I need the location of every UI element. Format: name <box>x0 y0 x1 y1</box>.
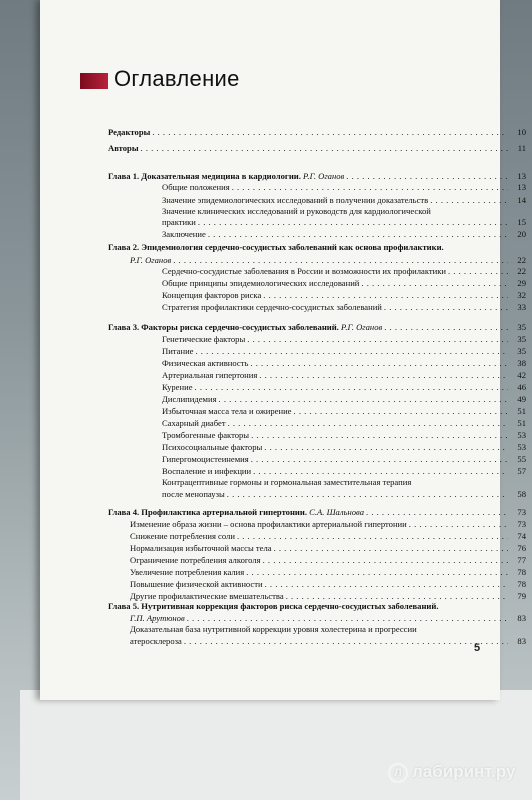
toc-row: Редакторы . . . 10 <box>108 127 526 137</box>
toc-row: Общие положения . . . 13 <box>162 182 526 192</box>
toc-row: Артериальная гипертония . . . 42 <box>162 370 526 380</box>
toc-line: Доказательная база нутритивной коррекции уровня холестерина и прогрессии <box>130 624 417 634</box>
chapter-heading: Глава 5. Нутритивная коррекция факторов риска сердечно-сосудистых заболеваний. <box>108 601 439 611</box>
toc-row: Снижение потребления соли . . . 74 <box>130 531 526 541</box>
toc-row: Психосоциальные факторы . . . 53 <box>162 442 526 452</box>
toc-row: Изменение образа жизни – основа профилактики артериальной гипертонии . . . 73 <box>130 519 526 529</box>
toc-row: Авторы . . . 11 <box>108 143 526 153</box>
toc-row: Концепция факторов риска . . . 32 <box>162 290 526 300</box>
chapter-heading: Глава 2. Эпидемиология сердечно-сосудистых заболеваний как основа профилактики. <box>108 242 444 252</box>
lower-page <box>20 690 532 800</box>
toc-line: Контрацептивные гормоны и гормональная заместительная терапия <box>162 477 412 487</box>
toc-row: Значение эпидемиологических исследований в получении доказательств . . . 14 <box>162 195 526 205</box>
watermark: Л лабиринт.ру <box>388 762 515 783</box>
toc-row: Тромбогенные факторы . . . 53 <box>162 430 526 440</box>
toc-row: Общие принципы эпидемиологических исследований . . . 29 <box>162 278 526 288</box>
toc-row: Ограничение потребления алкоголя . . . 77 <box>130 555 526 565</box>
toc-row: практики . . . 15 <box>162 217 526 227</box>
toc-row: Дислипидемия . . . 49 <box>162 394 526 404</box>
toc-row: после менопаузы . . . 58 <box>162 489 526 499</box>
toc-row: Избыточная масса тела и ожирение . . . 51 <box>162 406 526 416</box>
chapter-heading: Глава 4. Профилактика артериальной гипертонии. С.А. Шальнова . . . 73 <box>108 507 526 517</box>
toc-row: Заключение . . . 20 <box>162 229 526 239</box>
toc-row: Физическая активность . . . 38 <box>162 358 526 368</box>
chapter-heading: Глава 3. Факторы риска сердечно-сосудистых заболеваний. Р.Г. Оганов . . . 35 <box>108 322 526 332</box>
page-title: Оглавление <box>114 66 240 91</box>
toc-row: Сахарный диабет . . . 51 <box>162 418 526 428</box>
toc-row: Сердечно-сосудистые заболевания в России и возможности их профилактики . . . 22 <box>162 266 526 276</box>
toc-row: Воспаление и инфекции . . . 57 <box>162 466 526 476</box>
toc-row: Генетические факторы . . . 35 <box>162 334 526 344</box>
chapter-heading: Глава 1. Доказательная медицина в кардиологии. Р.Г. Оганов . . . 13 <box>108 171 526 181</box>
toc-row: Нормализация избыточной массы тела . . . 76 <box>130 543 526 553</box>
toc-line: Значение клинических исследований и руководств для кардиологической <box>162 206 431 216</box>
toc-row: Повышение физической активности . . . 78 <box>130 579 526 589</box>
toc-row: Стратегия профилактики сердечно-сосудистых заболеваний . . . 33 <box>162 302 526 312</box>
chapter-author-row: Р.Г. Оганов . . . 22 <box>130 255 526 265</box>
toc-row: Увеличение потребления калия . . . 78 <box>130 567 526 577</box>
toc-row: Гипергомоцистеинемия . . . 55 <box>162 454 526 464</box>
chapter-author-row: Г.П. Арутюнов . . . 83 <box>130 613 526 623</box>
labirint-logo-icon: Л <box>388 763 408 783</box>
page-number: 5 <box>474 642 481 654</box>
title-accent-bar <box>80 73 108 89</box>
toc-row: Питание . . . 35 <box>162 346 526 356</box>
book-page <box>40 0 526 700</box>
toc-row: Курение . . . 46 <box>162 382 526 392</box>
toc-row: атеросклероза . . . 83 <box>130 636 526 646</box>
toc-row: Другие профилактические вмешательства . . . 79 <box>130 591 526 601</box>
